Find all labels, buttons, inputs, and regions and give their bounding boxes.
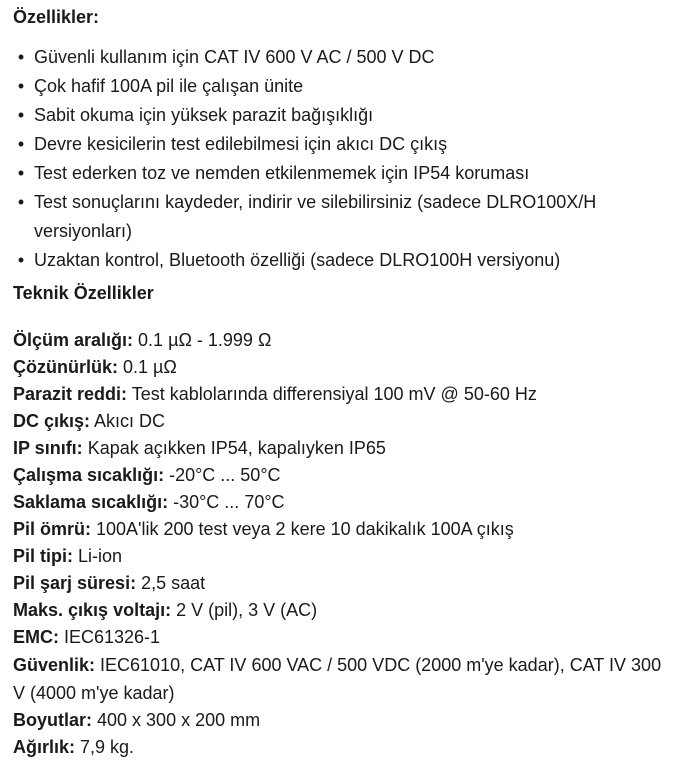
spec-value: -20°C ... 50°C bbox=[164, 465, 281, 485]
feature-item bbox=[13, 43, 662, 72]
spec-label: Parazit reddi: bbox=[13, 384, 128, 404]
spec-row-noise-rejection bbox=[13, 381, 662, 408]
spec-value: Test kablolarında differensiyal 100 mV @ 50-60 Hz bbox=[127, 384, 537, 404]
feature-item bbox=[13, 188, 662, 246]
spec-value: -30°C ... 70°C bbox=[168, 492, 285, 512]
spec-value: 400 x 300 x 200 mm bbox=[92, 710, 261, 730]
tech-specs-list bbox=[13, 327, 662, 761]
feature-text: Uzaktan kontrol, Bluetooth özelliği (sadece DLRO100H versiyonu) bbox=[34, 250, 561, 270]
spec-value: 0.1 µΩ - 1.999 Ω bbox=[133, 330, 272, 350]
spec-row-operating-temperature bbox=[13, 462, 662, 489]
bullet-icon: • bbox=[17, 163, 25, 183]
spec-value: 2 V (pil), 3 V (AC) bbox=[171, 600, 318, 620]
spec-label: Saklama sıcaklığı: bbox=[13, 492, 169, 512]
spec-row-dc-output bbox=[13, 408, 662, 435]
spec-value: IEC61010, CAT IV 600 VAC / 500 VDC (2000 m'ye kadar), CAT IV 300 V (4000 m'ye kadar) bbox=[13, 655, 662, 703]
bullet-icon: • bbox=[17, 250, 25, 270]
spec-label: Maks. çıkış voltajı: bbox=[13, 600, 172, 620]
feature-item bbox=[13, 72, 662, 101]
spec-row-battery-type bbox=[13, 543, 662, 570]
bullet-icon: • bbox=[17, 134, 25, 154]
spec-row-weight bbox=[13, 734, 662, 761]
spec-value: 7,9 kg. bbox=[75, 737, 135, 757]
spec-row-max-output-voltage bbox=[13, 597, 662, 624]
features-heading: Özellikler: bbox=[13, 7, 100, 27]
spec-row-dimensions bbox=[13, 707, 662, 734]
spec-label: DC çıkış: bbox=[13, 411, 91, 431]
spec-label: Pil tipi: bbox=[13, 546, 73, 566]
bullet-icon: • bbox=[17, 76, 25, 96]
spec-row-charge-time bbox=[13, 570, 662, 597]
spec-label: Ölçüm aralığı: bbox=[13, 330, 134, 350]
spec-value: Akıcı DC bbox=[90, 411, 166, 431]
feature-text: Güvenli kullanım için CAT IV 600 V AC / 500 V DC bbox=[34, 47, 435, 67]
spec-row-ip-rating bbox=[13, 435, 662, 462]
feature-item bbox=[13, 130, 662, 159]
spec-label: Pil şarj süresi: bbox=[13, 573, 137, 593]
spec-row-resolution bbox=[13, 354, 662, 381]
spec-value: Li-ion bbox=[73, 546, 123, 566]
tech-specs-heading: Teknik Özellikler bbox=[13, 283, 154, 303]
spec-value: 100A'lik 200 test veya 2 kere 10 dakikalık 100A çıkış bbox=[91, 519, 514, 539]
spec-label: Pil ömrü: bbox=[13, 519, 92, 539]
bullet-icon: • bbox=[17, 105, 25, 125]
feature-text: Çok hafif 100A pil ile çalışan ünite bbox=[34, 76, 304, 96]
features-list bbox=[13, 43, 662, 275]
spec-row-battery-life bbox=[13, 516, 662, 543]
spec-row-emc bbox=[13, 624, 662, 651]
spec-label: IP sınıfı: bbox=[13, 438, 83, 458]
feature-item bbox=[13, 246, 662, 275]
product-spec-document bbox=[13, 0, 662, 761]
feature-item bbox=[13, 159, 662, 188]
spec-row-safety bbox=[13, 651, 662, 707]
spec-value: IEC61326-1 bbox=[59, 627, 161, 647]
spec-value: 0.1 µΩ bbox=[118, 357, 177, 377]
spec-label: Çözünürlük: bbox=[13, 357, 118, 377]
spec-label: Ağırlık: bbox=[13, 737, 76, 757]
spec-value: Kapak açıkken IP54, kapalıyken IP65 bbox=[82, 438, 386, 458]
feature-text: Test sonuçlarını kaydeder, indirir ve silebilirsiniz (sadece DLRO100X/H versiyonları) bbox=[34, 192, 597, 241]
spec-row-measurement-range bbox=[13, 327, 662, 354]
feature-text: Test ederken toz ve nemden etkilenmemek için IP54 koruması bbox=[34, 163, 530, 183]
feature-text: Sabit okuma için yüksek parazit bağışıklığı bbox=[34, 105, 374, 125]
spec-label: Çalışma sıcaklığı: bbox=[13, 465, 165, 485]
feature-text: Devre kesicilerin test edilebilmesi için akıcı DC çıkış bbox=[34, 134, 448, 154]
spec-label: Güvenlik: bbox=[13, 655, 96, 675]
bullet-icon: • bbox=[17, 192, 25, 212]
spec-row-storage-temperature bbox=[13, 489, 662, 516]
bullet-icon: • bbox=[17, 47, 25, 67]
spec-label: Boyutlar: bbox=[13, 710, 93, 730]
feature-item bbox=[13, 101, 662, 130]
spec-label: EMC: bbox=[13, 627, 59, 647]
spec-value: 2,5 saat bbox=[136, 573, 206, 593]
